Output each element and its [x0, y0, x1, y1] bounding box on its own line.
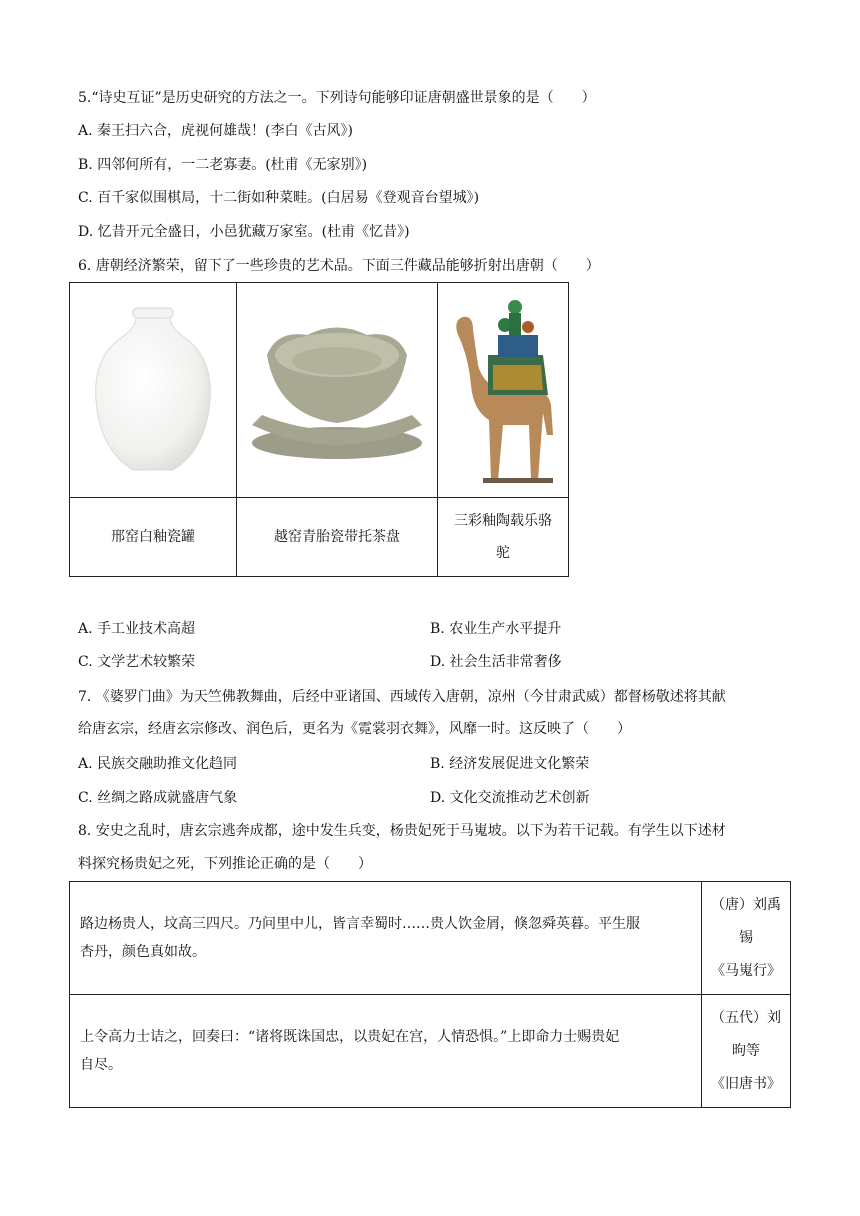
q8-stem-line-1: 8. 安史之乱时，唐玄宗逃奔成都，途中发生兵变，杨贵妃死于马嵬坡。以下为若干记载。有学生以下述材 [78, 823, 726, 839]
q6-image-cell-3 [438, 283, 569, 498]
q5-option-b[interactable]: B. 四邻何所有，一二老寡妻。(杜甫《无家别》) [78, 157, 368, 173]
q6-caption-2: 越窑青胎瓷带托茶盘 [237, 498, 438, 577]
q5-option-a[interactable]: A. 秦王扫六合，虎视何雄哉！(李白《古风》) [78, 123, 353, 139]
q6-caption-3 [438, 498, 569, 577]
q8-row-1-text-line-1: 路边杨贵人，坟高三四尺。乃问里中儿，皆言幸蜀时……贵人饮金屑，倏忽舜英暮。平生服 [80, 916, 640, 932]
white-porcelain-jar-icon [88, 300, 218, 480]
q6-stem: 6. 唐朝经济繁荣，留下了一些珍贵的艺术品。下面三件藏品能够折射出唐朝（ ） [78, 258, 600, 274]
q8-row-2-text-line-1: 上令高力士诘之，回奏曰：“诸将既诛国忠，以贵妃在宫，人情恐惧。”上即命力士赐贵妃 [80, 1029, 620, 1045]
celadon-tea-bowl-icon [247, 315, 427, 465]
sancai-camel-icon [443, 295, 563, 485]
q8-source-table [69, 881, 791, 1108]
q8-row-1-source [702, 882, 791, 995]
q7-option-a[interactable]: A. 民族交融助推文化趋同 [78, 756, 238, 772]
q6-option-a[interactable]: A. 手工业技术高超 [78, 621, 196, 637]
q6-image-cell-2 [237, 283, 438, 498]
q8-row-1-source-line-1: （唐）刘禹 [711, 896, 781, 913]
q7-option-b[interactable]: B. 经济发展促进文化繁荣 [430, 756, 590, 772]
q6-image-cell-1 [70, 283, 237, 498]
q8-row-2-source-line-3: 《旧唐书》 [711, 1075, 781, 1092]
q8-row-1-source-line-3: 《马嵬行》 [711, 962, 781, 979]
q5-option-d[interactable]: D. 忆昔开元全盛日，小邑犹藏万家室。(杜甫《忆昔》) [78, 224, 410, 240]
q8-row-2-text [70, 995, 702, 1108]
q7-option-d[interactable]: D. 文化交流推动艺术创新 [430, 790, 590, 806]
q6-caption-3-line-2: 驼 [496, 545, 510, 561]
q6-artifact-table [69, 282, 569, 577]
q6-caption-1: 邢窑白釉瓷罐 [70, 498, 237, 577]
q6-option-c[interactable]: C. 文学艺术较繁荣 [78, 654, 196, 670]
q8-row-2-source [702, 995, 791, 1108]
q6-option-d[interactable]: D. 社会生活非常奢侈 [430, 654, 562, 670]
q8-row-2-source-line-2: 昫等 [732, 1042, 760, 1059]
q7-stem-line-1: 7. 《婆罗门曲》为天竺佛教舞曲，后经中亚诸国、西域传入唐朝，凉州（今甘肃武威）都督杨敬述将其献 [78, 689, 726, 705]
q6-caption-3-line-1: 三彩釉陶载乐骆 [454, 513, 552, 529]
q8-row-1-source-line-2: 锡 [739, 929, 753, 946]
q8-row-1-text [70, 882, 702, 995]
q8-row-2-source-line-1: （五代）刘 [711, 1009, 781, 1026]
q8-row-1-text-line-2: 杏丹，颜色真如故。 [80, 944, 206, 960]
q5-stem: 5.“诗史互证”是历史研究的方法之一。下列诗句能够印证唐朝盛世景象的是（ ） [78, 90, 596, 106]
q8-row-2-text-line-2: 自尽。 [80, 1057, 122, 1073]
q6-option-b[interactable]: B. 农业生产水平提升 [430, 621, 562, 637]
q7-stem-line-2: 给唐玄宗，经唐玄宗修改、润色后，更名为《霓裳羽衣舞》，风靡一时。这反映了（ ） [78, 721, 631, 737]
q5-option-c[interactable]: C. 百千家似围棋局，十二街如种菜畦。(白居易《登观音台望城》) [78, 190, 480, 206]
q7-option-c[interactable]: C. 丝绸之路成就盛唐气象 [78, 790, 238, 806]
q8-stem-line-2: 料探究杨贵妃之死，下列推论正确的是（ ） [78, 856, 372, 872]
